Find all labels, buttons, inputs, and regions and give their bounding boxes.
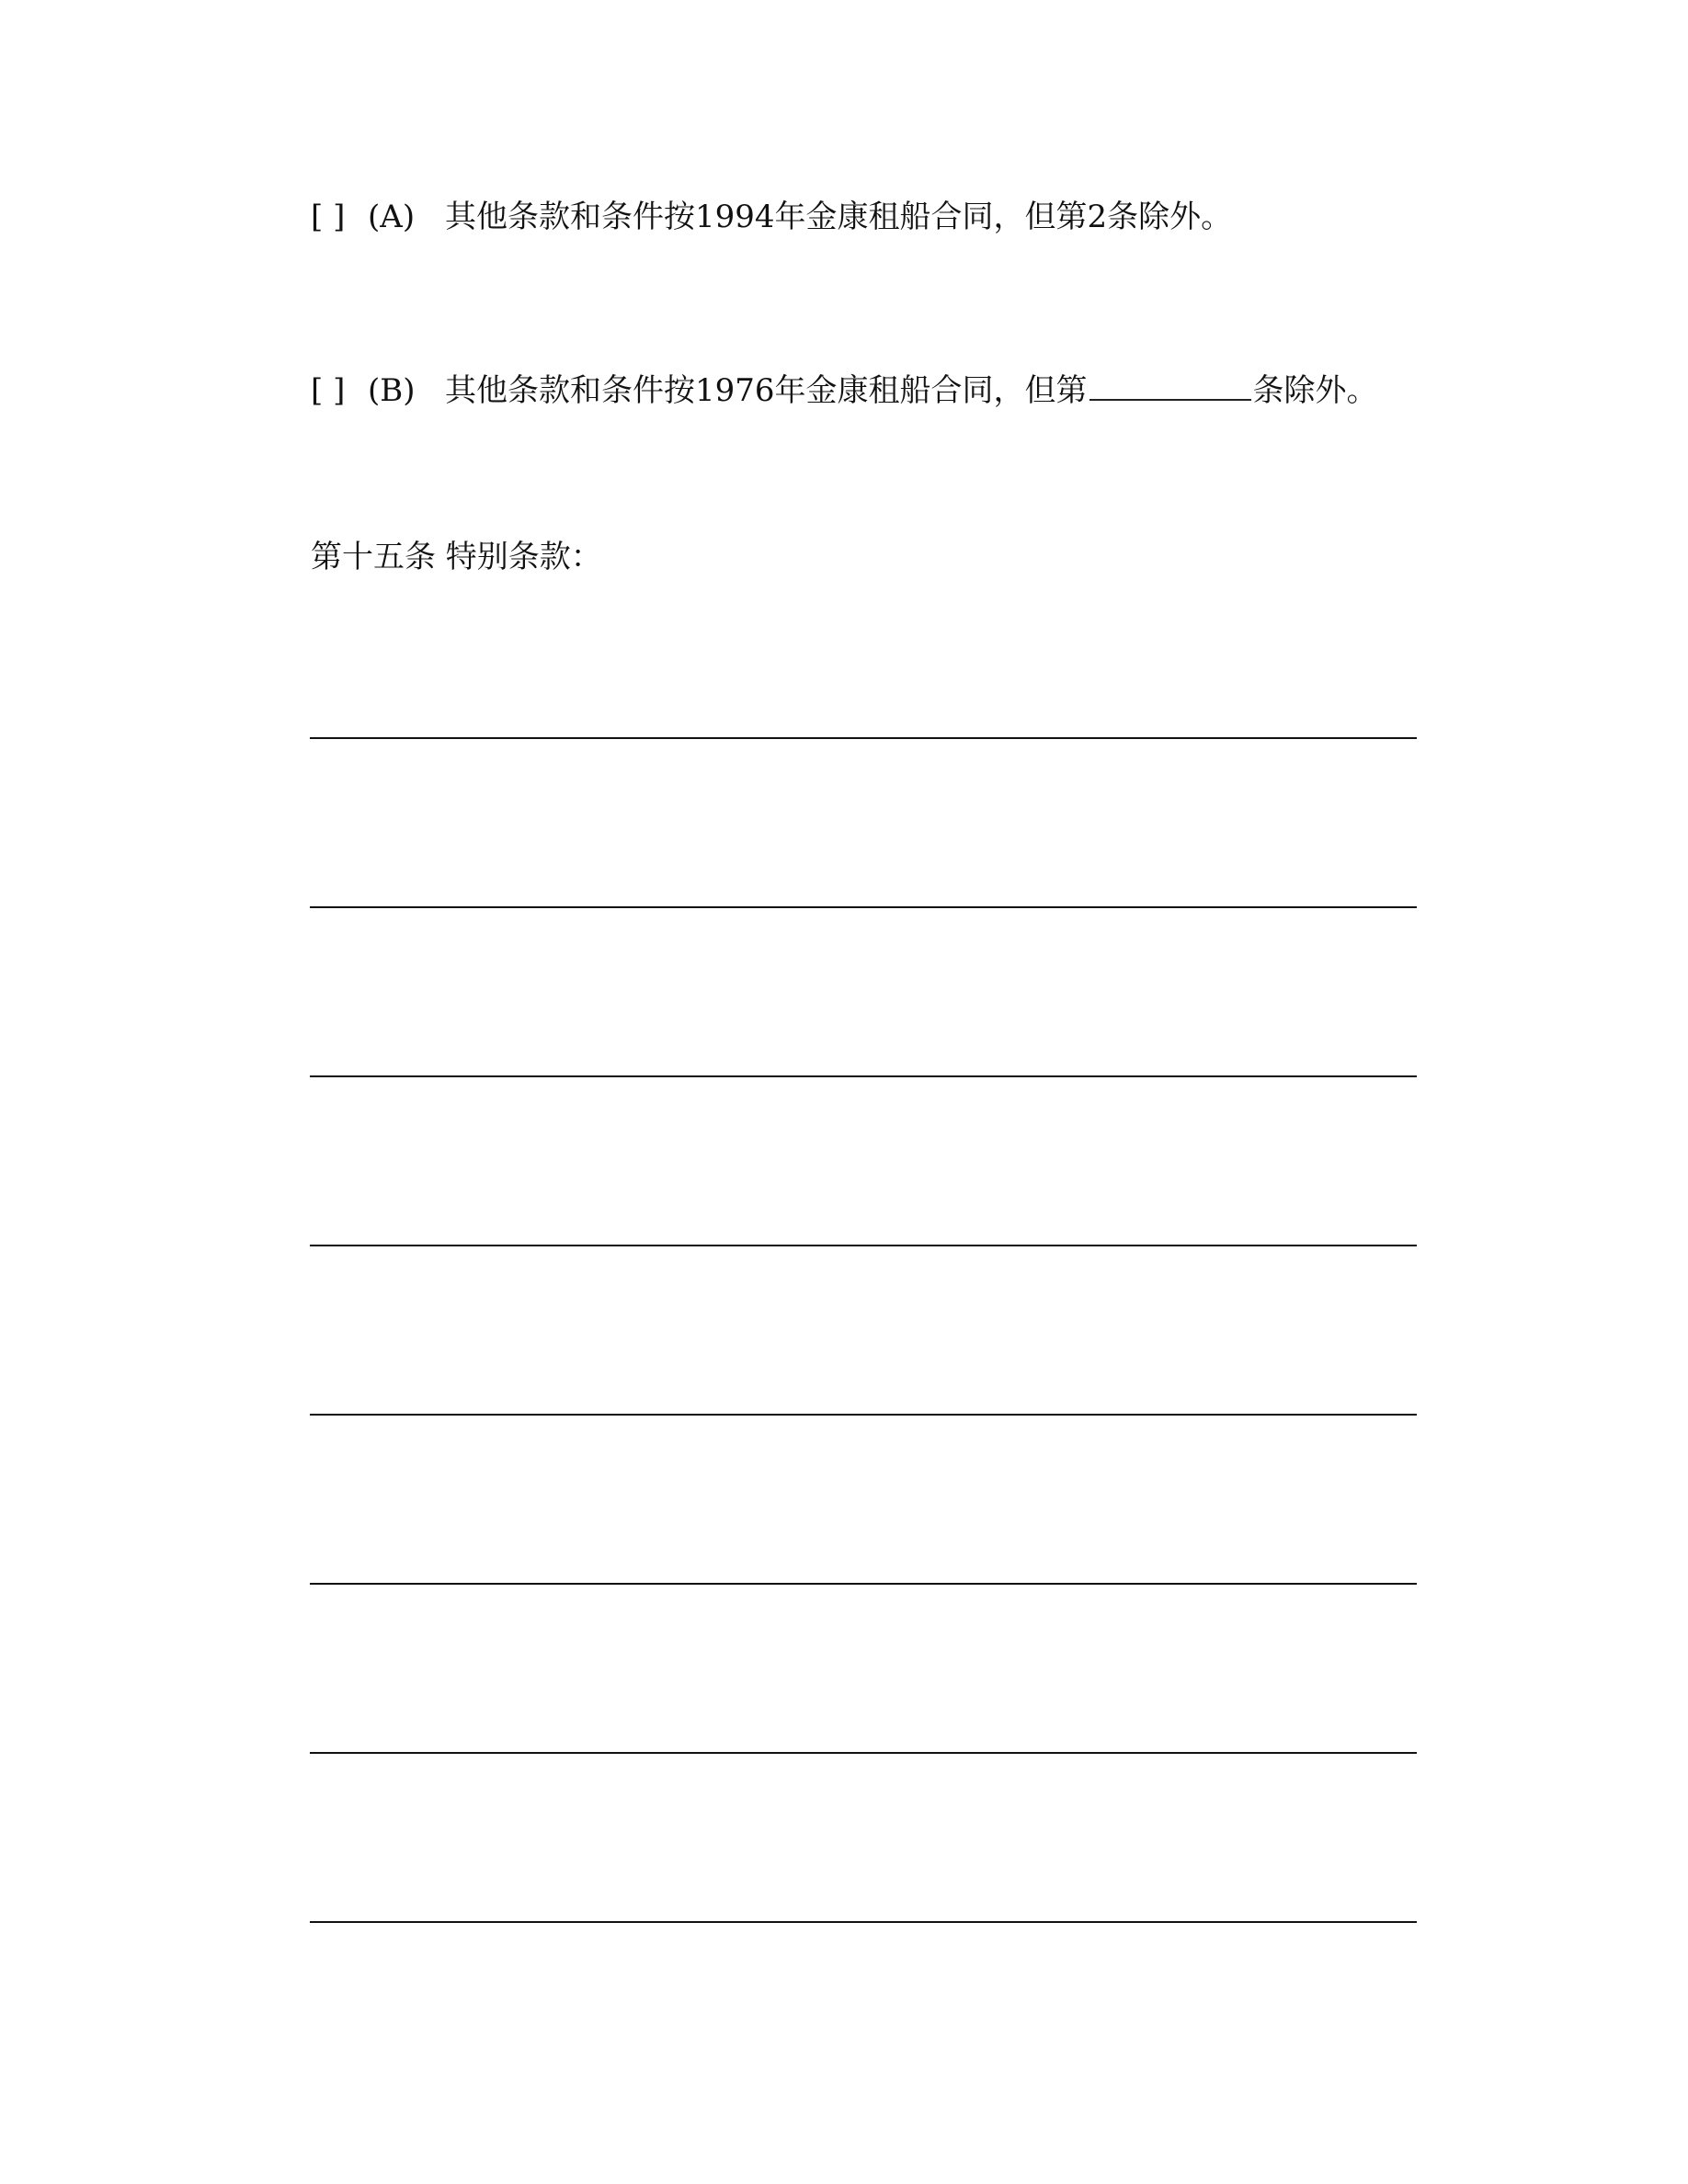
option-b-clause-blank[interactable] (1089, 368, 1251, 401)
option-a-checkbox[interactable]: [ ] (311, 199, 346, 235)
option-a-line (311, 199, 1232, 235)
special-clause-blank-line[interactable] (310, 1752, 1417, 1754)
option-b-text-after: 条除外。 (1252, 372, 1378, 409)
special-clause-blank-line[interactable] (310, 1583, 1417, 1585)
option-b-label: (B) (368, 372, 416, 409)
special-clause-blank-line[interactable] (310, 737, 1417, 739)
special-clause-blank-line[interactable] (310, 1921, 1417, 1923)
special-clause-blank-line[interactable] (310, 1245, 1417, 1246)
special-clause-title: 第十五条 特别条款： (311, 539, 602, 575)
option-a-label: (A) (368, 199, 416, 235)
special-clause-blank-line[interactable] (310, 1414, 1417, 1416)
special-clause-blank-line[interactable] (310, 906, 1417, 908)
option-b-text-before: 其他条款和条件按1976年金康租船合同，但第 (445, 372, 1088, 409)
option-b-checkbox[interactable]: [ ] (311, 372, 346, 409)
option-a-text: 其他条款和条件按1994年金康租船合同，但第2条除外。 (445, 199, 1233, 235)
special-clause-blank-line[interactable] (310, 1075, 1417, 1077)
option-b-line (311, 368, 1378, 409)
